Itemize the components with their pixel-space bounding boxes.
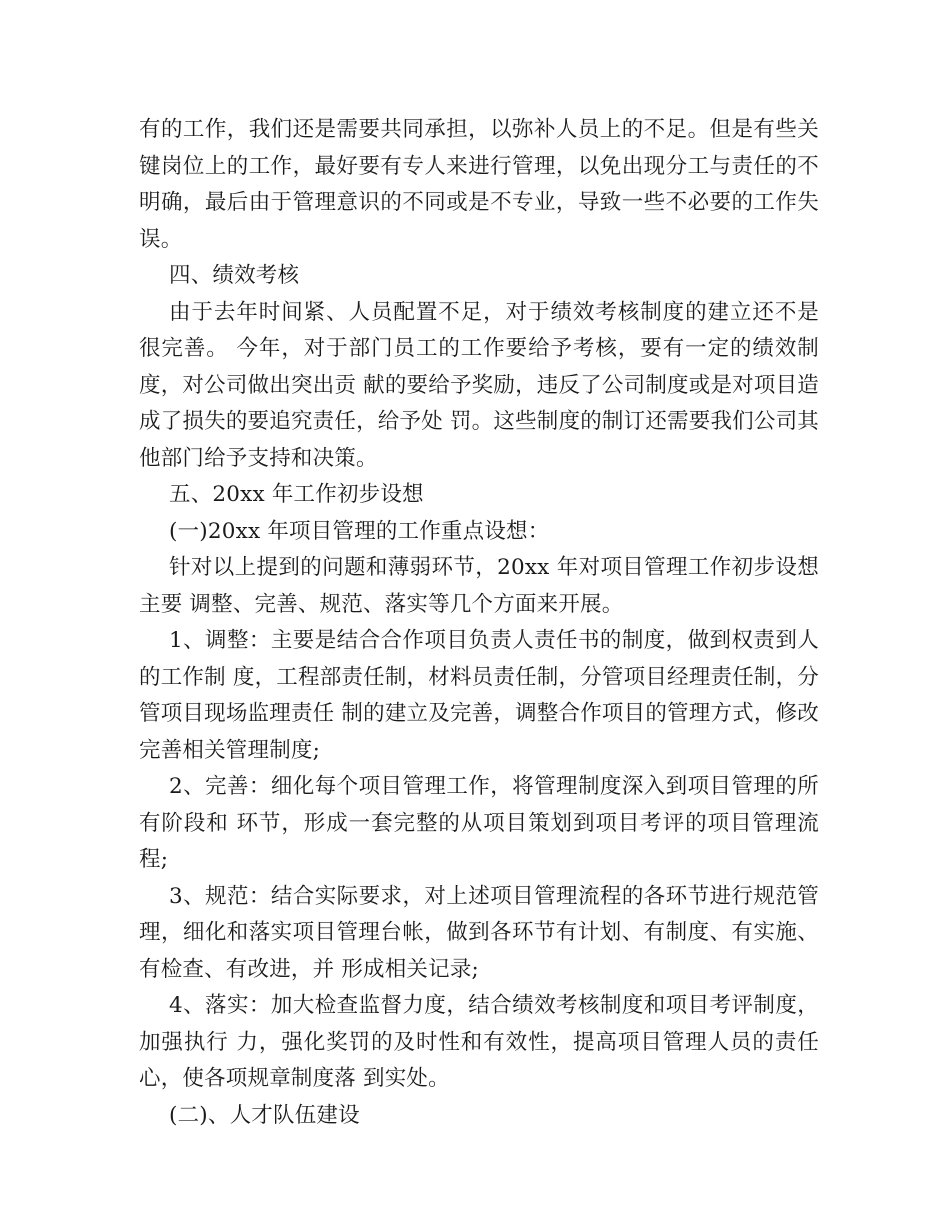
document-body [139, 112, 819, 1134]
list-item: 4、落实：加大检查监督力度，结合绩效考核制度和项目考评制度，加强执行 力，强化奖罚的及时性和有效性，提高项目管理人员的责任心，使各项规章制度落 到实处。 [139, 993, 819, 1091]
paragraph: 由于去年时间紧、人员配置不足，对于绩效考核制度的建立还不是很完善。 今年，对于部门员工的工作要给予考核，要有一定的绩效制度，对公司做出突出贡 献的要给予奖励，违反了公司制度或是对项目造成了损失的要追究责任，给予处 罚。这些制度的制订还需要我们公司其他部门给予支持和决策。 [139, 299, 819, 471]
list-item: 2、完善：细化每个项目管理工作，将管理制度深入到项目管理的所有阶段和 环节，形成一套完整的从项目策划到项目考评的项目管理流程; [139, 774, 819, 872]
list-item: 1、调整：主要是结合合作项目负责人责任书的制度，做到权责到人的工作制 度，工程部责任制，材料员责任制，分管项目经理责任制，分管项目现场监理责任 制的建立及完善，调整合作项目的管理方式，修改完善相关管理制度; [139, 628, 819, 763]
paragraph: 针对以上提到的问题和薄弱环节，20xx 年对项目管理工作初步设想主要 调整、完善、规范、落实等几个方面来开展。 [139, 555, 819, 617]
subsection-heading: (二)、人才队伍建设 [169, 1102, 360, 1128]
section-heading: 四、绩效考核 [169, 263, 300, 288]
subsection-heading: (一)20xx 年项目管理的工作重点设想： [169, 518, 550, 544]
section-heading: 五、20xx 年工作初步设想 [169, 482, 424, 507]
list-item: 3、规范：结合实际要求，对上述项目管理流程的各环节进行规范管理，细化和落实项目管理台帐，做到各环节有计划、有制度、有实施、有检查、有改进，并 形成相关记录; [139, 883, 819, 982]
paragraph: 有的工作，我们还是需要共同承担，以弥补人员上的不足。但是有些关键岗位上的工作，最好要有专人来进行管理，以免出现分工与责任的不明确，最后由于管理意识的不同或是不专业，导致一些不必要的工作失误。 [139, 117, 819, 252]
